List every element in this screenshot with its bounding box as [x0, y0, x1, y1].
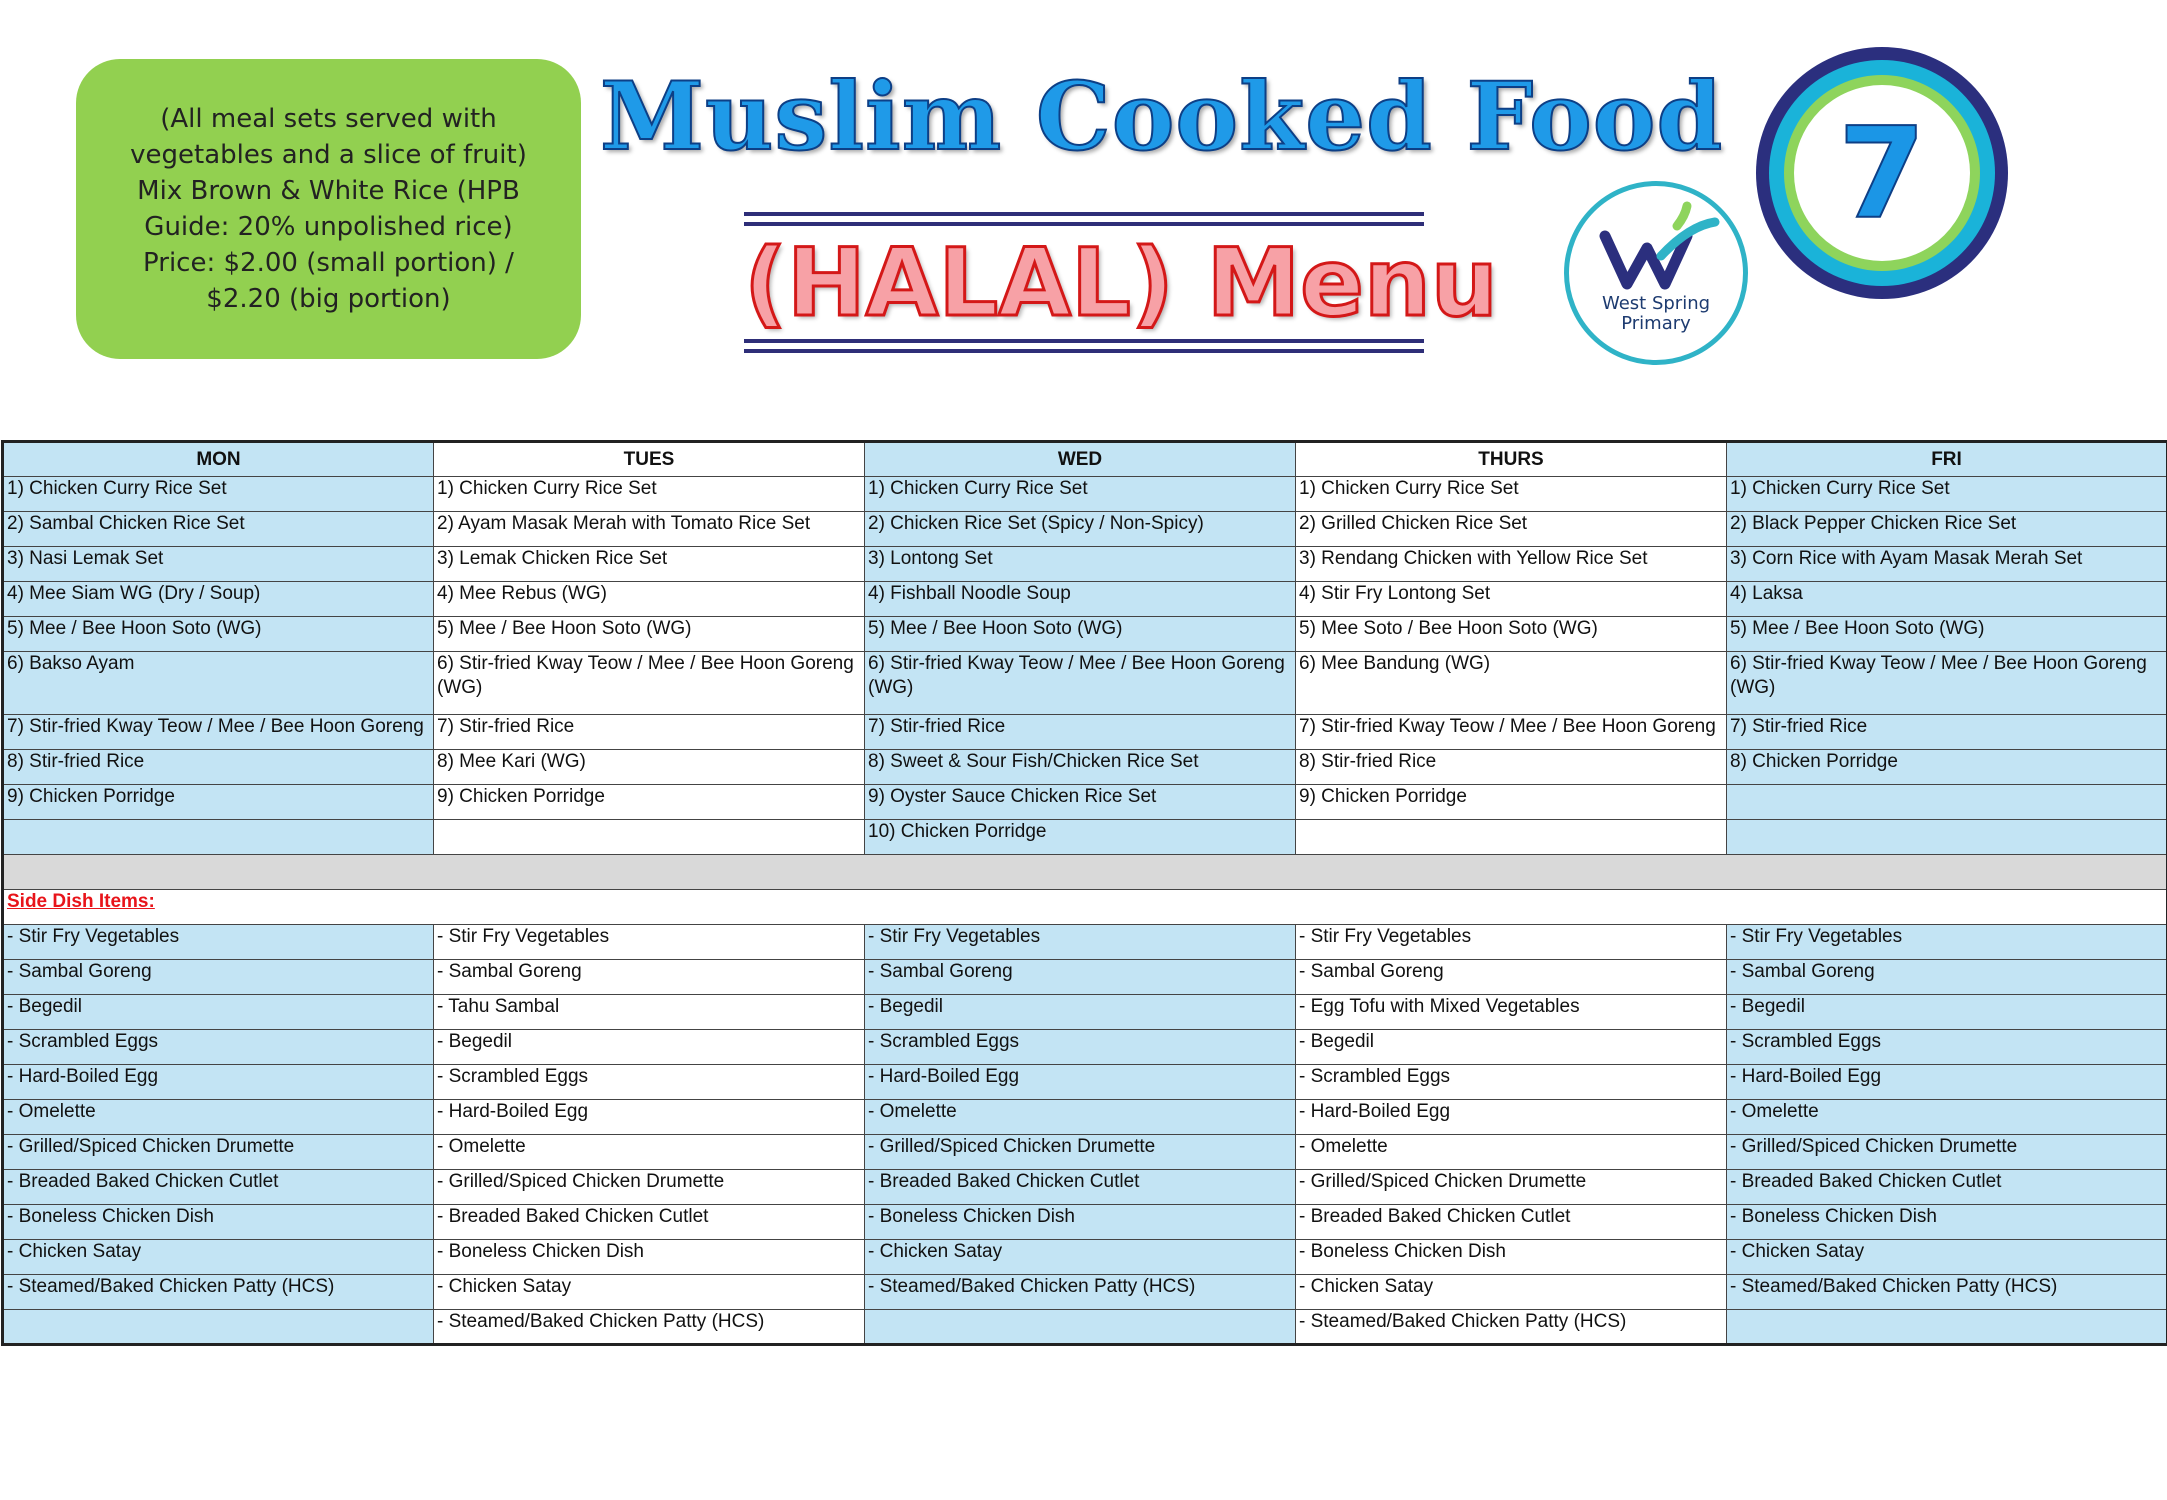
table-row [3, 617, 2167, 652]
menu-cell: 3) Lontong Set [865, 547, 1296, 582]
table-row [3, 1100, 2167, 1135]
side-dish-cell [865, 1310, 1296, 1345]
menu-cell: 9) Chicken Porridge [434, 785, 865, 820]
side-dish-cell: - Omelette [3, 1100, 434, 1135]
menu-cell: 1) Chicken Curry Rice Set [3, 477, 434, 512]
menu-cell: 1) Chicken Curry Rice Set [1296, 477, 1727, 512]
side-dish-title: Side Dish Items: [7, 891, 155, 912]
info-line: Guide: 20% unpolished rice) [144, 212, 513, 242]
menu-cell: 6) Stir-fried Kway Teow / Mee / Bee Hoon Goreng (WG) [1727, 652, 2167, 715]
day-header: FRI [1727, 442, 2167, 477]
table-row [3, 652, 2167, 715]
table-row [3, 1275, 2167, 1310]
side-dish-cell: - Steamed/Baked Chicken Patty (HCS) [1727, 1275, 2167, 1310]
side-dish-cell: - Grilled/Spiced Chicken Drumette [434, 1170, 865, 1205]
side-dish-cell: - Hard-Boiled Egg [3, 1065, 434, 1100]
side-dish-cell: - Hard-Boiled Egg [865, 1065, 1296, 1100]
side-dish-cell: - Sambal Goreng [3, 960, 434, 995]
side-dish-cell: - Chicken Satay [865, 1240, 1296, 1275]
menu-cell: 5) Mee / Bee Hoon Soto (WG) [865, 617, 1296, 652]
table-row [3, 1030, 2167, 1065]
menu-cell: 6) Mee Bandung (WG) [1296, 652, 1727, 715]
school-name-line: Primary [1621, 313, 1691, 334]
menu-cell: 4) Stir Fry Lontong Set [1296, 582, 1727, 617]
table-row [3, 1170, 2167, 1205]
side-dish-cell: - Sambal Goreng [434, 960, 865, 995]
side-dish-cell: - Scrambled Eggs [865, 1030, 1296, 1065]
menu-cell: 8) Stir-fried Rice [1296, 750, 1727, 785]
side-dish-cell: - Begedil [1727, 995, 2167, 1030]
day-header: TUES [434, 442, 865, 477]
menu-cell: 2) Grilled Chicken Rice Set [1296, 512, 1727, 547]
menu-cell: 9) Chicken Porridge [1296, 785, 1727, 820]
school-logo [1564, 181, 1748, 365]
side-dish-cell: - Sambal Goreng [1296, 960, 1727, 995]
menu-cell: 4) Mee Siam WG (Dry / Soup) [3, 582, 434, 617]
side-dish-cell: - Stir Fry Vegetables [3, 925, 434, 960]
divider [744, 349, 1424, 353]
menu-cell: 5) Mee / Bee Hoon Soto (WG) [3, 617, 434, 652]
menu-cell: 9) Chicken Porridge [3, 785, 434, 820]
menu-cell [434, 820, 865, 855]
table-row [3, 1240, 2167, 1275]
menu-cell: 6) Stir-fried Kway Teow / Mee / Bee Hoon Goreng (WG) [434, 652, 865, 715]
menu-cell: 4) Laksa [1727, 582, 2167, 617]
divider [744, 339, 1424, 343]
side-dish-cell: - Scrambled Eggs [434, 1065, 865, 1100]
side-dish-cell: - Scrambled Eggs [1727, 1030, 2167, 1065]
subtitle-block [744, 212, 1498, 352]
side-dish-cell: - Boneless Chicken Dish [865, 1205, 1296, 1240]
side-dish-cell: - Boneless Chicken Dish [1727, 1205, 2167, 1240]
menu-cell: 2) Chicken Rice Set (Spicy / Non-Spicy) [865, 512, 1296, 547]
table-row [3, 1135, 2167, 1170]
side-dish-cell: - Breaded Baked Chicken Cutlet [1727, 1170, 2167, 1205]
side-dish-cell: - Breaded Baked Chicken Cutlet [865, 1170, 1296, 1205]
side-dish-cell [3, 1310, 434, 1345]
menu-cell: 7) Stir-fried Rice [865, 715, 1296, 750]
side-dish-cell: - Sambal Goreng [865, 960, 1296, 995]
side-dish-cell [1727, 1310, 2167, 1345]
menu-cell: 5) Mee / Bee Hoon Soto (WG) [1727, 617, 2167, 652]
side-dish-cell: - Breaded Baked Chicken Cutlet [434, 1205, 865, 1240]
table-row [3, 750, 2167, 785]
day-header: THURS [1296, 442, 1727, 477]
menu-cell: 7) Stir-fried Rice [434, 715, 865, 750]
menu-cell: 8) Mee Kari (WG) [434, 750, 865, 785]
menu-cell: 4) Fishball Noodle Soup [865, 582, 1296, 617]
table-row [3, 1310, 2167, 1345]
menu-cell: 5) Mee / Bee Hoon Soto (WG) [434, 617, 865, 652]
side-dish-title-row [3, 890, 2167, 925]
menu-cell: 8) Sweet & Sour Fish/Chicken Rice Set [865, 750, 1296, 785]
menu-cell: 8) Chicken Porridge [1727, 750, 2167, 785]
meal-info-box [76, 59, 581, 359]
side-dish-cell: - Hard-Boiled Egg [1296, 1100, 1727, 1135]
side-dish-cell: - Stir Fry Vegetables [865, 925, 1296, 960]
side-dish-cell: - Boneless Chicken Dish [3, 1205, 434, 1240]
side-dish-cell: - Begedil [1296, 1030, 1727, 1065]
menu-cell: 8) Stir-fried Rice [3, 750, 434, 785]
side-dish-cell: - Steamed/Baked Chicken Patty (HCS) [434, 1310, 865, 1345]
table-row [3, 1205, 2167, 1240]
side-dish-cell: - Omelette [1296, 1135, 1727, 1170]
side-dish-cell: - Egg Tofu with Mixed Vegetables [1296, 995, 1727, 1030]
page-title: Muslim Cooked Food [600, 62, 1724, 172]
side-dish-cell: - Sambal Goreng [1727, 960, 2167, 995]
menu-number-badge [1756, 47, 2008, 299]
table-row [3, 995, 2167, 1030]
menu-cell: 4) Mee Rebus (WG) [434, 582, 865, 617]
menu-cell: 7) Stir-fried Kway Teow / Mee / Bee Hoon Goreng [1296, 715, 1727, 750]
side-dish-cell: - Omelette [1727, 1100, 2167, 1135]
side-dish-cell: - Scrambled Eggs [1296, 1065, 1727, 1100]
side-dish-cell: - Hard-Boiled Egg [1727, 1065, 2167, 1100]
table-row [3, 512, 2167, 547]
menu-cell: 6) Stir-fried Kway Teow / Mee / Bee Hoon Goreng (WG) [865, 652, 1296, 715]
side-dish-cell: - Begedil [434, 1030, 865, 1065]
menu-number: 7 [1794, 85, 1970, 261]
menu-cell: 7) Stir-fried Kway Teow / Mee / Bee Hoon Goreng [3, 715, 434, 750]
side-dish-cell: - Hard-Boiled Egg [434, 1100, 865, 1135]
table-row [3, 715, 2167, 750]
menu-cell [1296, 820, 1727, 855]
side-dish-cell: - Begedil [865, 995, 1296, 1030]
side-dish-cell: - Boneless Chicken Dish [434, 1240, 865, 1275]
side-dish-cell: - Omelette [865, 1100, 1296, 1135]
side-dish-cell: - Omelette [434, 1135, 865, 1170]
table-row [3, 960, 2167, 995]
page-subtitle: (HALAL) Menu [744, 229, 1498, 338]
menu-cell: 7) Stir-fried Rice [1727, 715, 2167, 750]
side-dish-cell: - Boneless Chicken Dish [1296, 1240, 1727, 1275]
menu-cell: 1) Chicken Curry Rice Set [865, 477, 1296, 512]
side-dish-cell: - Stir Fry Vegetables [434, 925, 865, 960]
school-name-line: West Spring [1601, 293, 1711, 314]
info-line: Price: $2.00 (small portion) / [143, 248, 514, 278]
side-dish-cell: - Grilled/Spiced Chicken Drumette [3, 1135, 434, 1170]
side-dish-cell: - Scrambled Eggs [3, 1030, 434, 1065]
menu-cell: 3) Lemak Chicken Rice Set [434, 547, 865, 582]
table-row [3, 1065, 2167, 1100]
side-dish-cell: - Stir Fry Vegetables [1296, 925, 1727, 960]
side-dish-cell: - Grilled/Spiced Chicken Drumette [865, 1135, 1296, 1170]
menu-cell: 9) Oyster Sauce Chicken Rice Set [865, 785, 1296, 820]
side-dish-cell: - Steamed/Baked Chicken Patty (HCS) [1296, 1310, 1727, 1345]
table-row [3, 820, 2167, 855]
table-row [3, 477, 2167, 512]
menu-cell [1727, 820, 2167, 855]
side-dish-cell: - Steamed/Baked Chicken Patty (HCS) [865, 1275, 1296, 1310]
side-dish-cell: - Chicken Satay [434, 1275, 865, 1310]
separator-row [3, 855, 2167, 890]
day-header-row [3, 442, 2167, 477]
side-dish-cell: - Chicken Satay [1727, 1240, 2167, 1275]
menu-cell: 2) Ayam Masak Merah with Tomato Rice Set [434, 512, 865, 547]
table-row [3, 547, 2167, 582]
divider [744, 222, 1424, 226]
menu-cell: 2) Black Pepper Chicken Rice Set [1727, 512, 2167, 547]
info-line: Mix Brown & White Rice (HPB [137, 176, 520, 206]
side-dish-cell: - Grilled/Spiced Chicken Drumette [1296, 1170, 1727, 1205]
table-row [3, 582, 2167, 617]
school-logo-icon [1569, 186, 1743, 296]
info-line: (All meal sets served with [160, 104, 497, 134]
menu-cell [1727, 785, 2167, 820]
menu-cell: 3) Corn Rice with Ayam Masak Merah Set [1727, 547, 2167, 582]
menu-cell: 2) Sambal Chicken Rice Set [3, 512, 434, 547]
side-dish-cell: - Chicken Satay [1296, 1275, 1727, 1310]
side-dish-cell: - Chicken Satay [3, 1240, 434, 1275]
table-row [3, 785, 2167, 820]
menu-table [1, 440, 2167, 1346]
menu-cell: 5) Mee Soto / Bee Hoon Soto (WG) [1296, 617, 1727, 652]
side-dish-cell: - Grilled/Spiced Chicken Drumette [1727, 1135, 2167, 1170]
menu-cell: 1) Chicken Curry Rice Set [1727, 477, 2167, 512]
info-line: vegetables and a slice of fruit) [130, 140, 527, 170]
menu-cell: 10) Chicken Porridge [865, 820, 1296, 855]
school-name [1569, 294, 1743, 334]
info-line: $2.20 (big portion) [206, 284, 451, 314]
side-dish-cell: - Steamed/Baked Chicken Patty (HCS) [3, 1275, 434, 1310]
side-dish-cell: - Stir Fry Vegetables [1727, 925, 2167, 960]
side-dish-cell: - Begedil [3, 995, 434, 1030]
side-dish-cell: - Breaded Baked Chicken Cutlet [3, 1170, 434, 1205]
divider [744, 212, 1424, 216]
day-header: MON [3, 442, 434, 477]
side-dish-cell: - Breaded Baked Chicken Cutlet [1296, 1205, 1727, 1240]
menu-cell [3, 820, 434, 855]
table-row [3, 925, 2167, 960]
menu-cell: 3) Nasi Lemak Set [3, 547, 434, 582]
meal-info-text [99, 101, 559, 317]
menu-cell: 1) Chicken Curry Rice Set [434, 477, 865, 512]
menu-cell: 6) Bakso Ayam [3, 652, 434, 715]
menu-cell: 3) Rendang Chicken with Yellow Rice Set [1296, 547, 1727, 582]
day-header: WED [865, 442, 1296, 477]
side-dish-cell: - Tahu Sambal [434, 995, 865, 1030]
